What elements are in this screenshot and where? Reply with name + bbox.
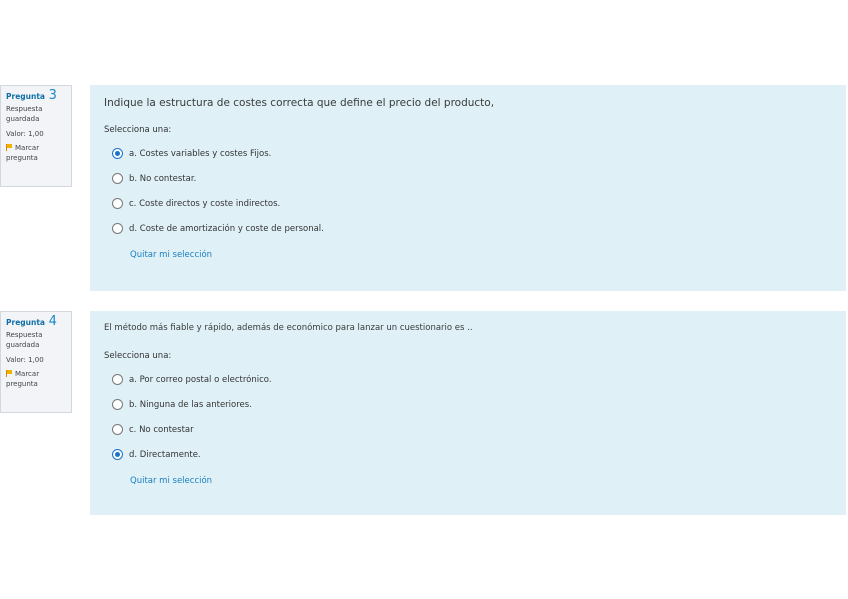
- answer-option-label: c. No contestar: [129, 424, 194, 435]
- answer-option-label: d. Coste de amortización y coste de personal.: [129, 223, 324, 234]
- question-title-label: Pregunta: [6, 318, 45, 327]
- flag-question-label: Marcar pregunta: [6, 370, 40, 388]
- question-4: [0, 311, 848, 515]
- question-info-panel: [0, 311, 72, 413]
- question-text: El método más fiable y rápido, además de económico para lanzar un cuestionario es ..: [104, 323, 473, 333]
- answer-option-label: b. Ninguna de las anteriores.: [129, 399, 252, 410]
- radio-button-selected[interactable]: [112, 449, 123, 460]
- radio-button[interactable]: [112, 424, 123, 435]
- answer-option-c[interactable]: [112, 191, 832, 216]
- question-state: Respuesta guardada: [6, 105, 43, 123]
- question-number: 4: [48, 314, 57, 329]
- clear-selection-link[interactable]: Quitar mi selección: [130, 476, 213, 486]
- answer-options: [112, 367, 832, 467]
- question-state: Respuesta guardada: [6, 331, 43, 349]
- answer-option-d[interactable]: [112, 216, 832, 241]
- flag-question-label: Marcar pregunta: [6, 144, 40, 162]
- question-title-label: Pregunta: [6, 92, 45, 101]
- question-title: [6, 314, 67, 329]
- question-3: [0, 85, 848, 291]
- answer-option-label: c. Coste directos y coste indirectos.: [129, 198, 281, 209]
- question-title: [6, 88, 67, 103]
- question-grade: Valor: 1,00: [6, 130, 44, 138]
- answer-option-label: b. No contestar.: [129, 173, 197, 184]
- answer-prompt: Selecciona una:: [104, 125, 172, 135]
- question-content: [90, 85, 846, 291]
- question-number: 3: [48, 88, 57, 103]
- radio-button-selected[interactable]: [112, 148, 123, 159]
- answer-options: [112, 141, 832, 241]
- answer-option-label: a. Costes variables y costes Fijos.: [129, 148, 272, 159]
- flag-question-button[interactable]: [6, 369, 67, 389]
- question-text: Indique la estructura de costes correcta que define el precio del producto,: [104, 97, 495, 109]
- flag-icon: [6, 370, 12, 377]
- radio-button[interactable]: [112, 198, 123, 209]
- answer-option-label: d. Directamente.: [129, 449, 201, 460]
- question-info-panel: [0, 85, 72, 187]
- answer-option-b[interactable]: [112, 392, 832, 417]
- flag-question-button[interactable]: [6, 143, 67, 163]
- answer-prompt: Selecciona una:: [104, 351, 172, 361]
- answer-option-a[interactable]: [112, 141, 832, 166]
- answer-option-a[interactable]: [112, 367, 832, 392]
- radio-button[interactable]: [112, 173, 123, 184]
- answer-option-c[interactable]: [112, 417, 832, 442]
- question-content: [90, 311, 846, 515]
- flag-icon: [6, 144, 12, 151]
- answer-option-d[interactable]: [112, 442, 832, 467]
- radio-button[interactable]: [112, 223, 123, 234]
- answer-option-label: a. Por correo postal o electrónico.: [129, 374, 272, 385]
- radio-button[interactable]: [112, 374, 123, 385]
- answer-option-b[interactable]: [112, 166, 832, 191]
- radio-button[interactable]: [112, 399, 123, 410]
- clear-selection-link[interactable]: Quitar mi selección: [130, 250, 213, 260]
- question-grade: Valor: 1,00: [6, 356, 44, 364]
